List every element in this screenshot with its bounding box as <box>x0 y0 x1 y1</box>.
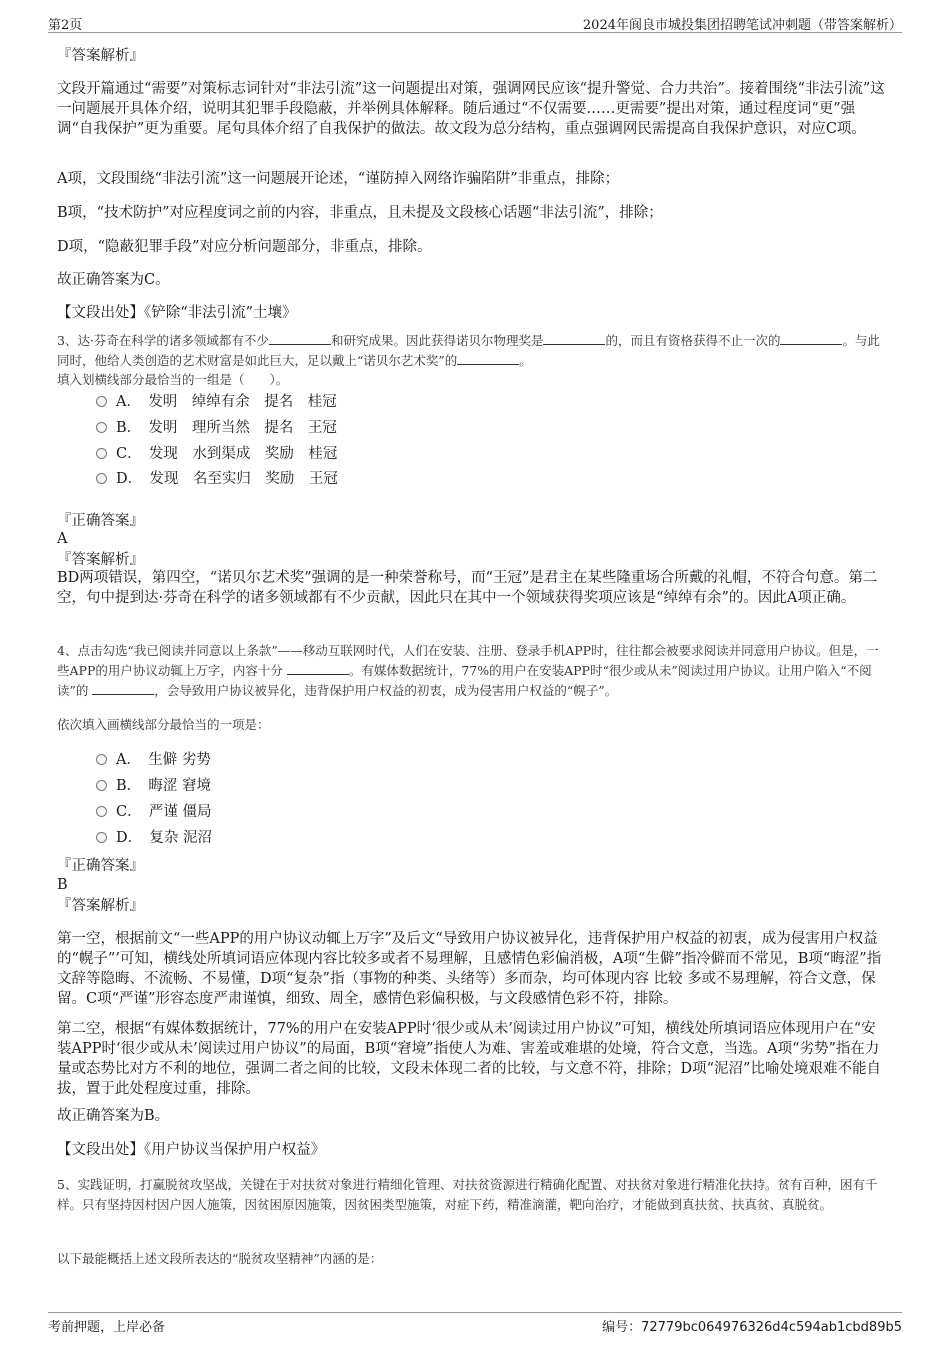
q2-analysis-para4: D项，“隐蔽犯罪手段”对应分析问题部分，非重点，排除。 <box>57 239 432 255</box>
radio-icon[interactable] <box>96 832 107 843</box>
document-code: 编号：72779bc064976326d4c594ab1cbd89b5 <box>602 1320 902 1335</box>
q4-correct-label: 『正确答案』 <box>57 858 144 874</box>
q2-analysis-para3: B项，“技术防护”对应程度词之前的内容，非重点，且未提及文段核心话题“非法引流”，排除； <box>57 205 663 221</box>
page-number: 第2页 <box>48 18 83 33</box>
q5-instruction: 以下最能概括上述文段所表达的“脱贫攻坚精神”内涵的是： <box>57 1251 383 1266</box>
radio-icon[interactable] <box>96 396 107 407</box>
q2-source: 【文段出处】《铲除“非法引流”土壤》 <box>57 305 297 321</box>
q4-analysis-para1: 第一空，根据前文“一些APP的用户协议动辄上万字”及后文“导致用户协议被异化，违背保护用户权益的初衷，成为侵害用户权益的“幌子”’可知，横线处所填词语应体现内容比较多或者不易理解，且感情色彩偏消极，A项“生僻”指冷僻而不常见，B项“晦涩”指文辞等隐晦、不流畅、不易懂，D项“复杂”指（事物的种类、头绪等）多而杂，均可体现内容 比较 多或不易理解，符合文意，保留。C项“严谨”形容态度严肃谨慎，细致、周全，感情色彩偏积极，与文段感情色彩不符，排除。 <box>57 931 882 1007</box>
radio-icon[interactable] <box>96 422 107 433</box>
q2-analysis-para1: 文段开篇通过“需要”对策标志词针对“非法引流”这一问题提出对策，强调网民应该“提升警觉、合力共治”。接着围绕“非法引流”这一问题展开具体介绍，说明其犯罪手段隐蔽，并举例具体解释。随后通过“不仅需要……更需要”提出对策，通过程度词“更”强调“自我保护”更为重要。尾句具体介绍了自我保护的做法。故文段为总分结构，重点强调网民需提高自我保护意识，对应C项。 <box>57 81 885 137</box>
q4-analysis-para2: 第二空，根据“有媒体数据统计，77%的用户在安装APP时‘很少或从未’阅读过用户协议”可知，横线处所填词语应体现用户在“安装APP时‘很少或从未’阅读过用户协议”的局面，B项“窘境”指使人为难、害羞或难堪的处境，符合文意，当选。A项“劣势”指在力量或态势比对方不利的地位，强调二者之间的比较，文段未体现二者的比较，与文意不符，排除；D项“泥沼”比喻处境艰难不能自拔，置于此处程度过重，排除。 <box>57 1021 881 1097</box>
radio-icon[interactable] <box>96 780 107 791</box>
q4-option-a[interactable]: A． 生僻 劣势 <box>96 750 211 770</box>
q4-answer-line: 故正确答案为B。 <box>57 1108 170 1124</box>
page-header <box>48 10 902 33</box>
footer-slogan: 考前押题，上岸必备 <box>48 1320 166 1335</box>
q3-correct-label: 『正确答案』 <box>57 513 144 529</box>
radio-icon[interactable] <box>96 754 107 765</box>
q2-analysis-para2: A项，文段围绕“非法引流”这一问题展开论述，“谨防掉入网络诈骗陷阱”非重点，排除； <box>57 171 620 187</box>
q4-option-b[interactable]: B． 晦涩 窘境 <box>96 776 211 796</box>
q4-instruction: 依次填入画横线部分最恰当的一项是： <box>57 717 270 732</box>
q3-option-b[interactable]: B． 发明 理所当然 提名 王冠 <box>96 418 337 438</box>
q3-analysis-label: 『答案解析』 <box>57 552 144 568</box>
q3-instruction: 填入划横线部分最恰当的一组是（ ）。 <box>57 372 289 387</box>
q4-correct-value: B <box>57 877 68 893</box>
q3-correct-value: A <box>57 531 68 547</box>
radio-icon[interactable] <box>96 448 107 459</box>
q5-stem: 5、实践证明，打赢脱贫攻坚战，关键在于对扶贫对象进行精细化管理、对扶贫资源进行精确化配置、对扶贫对象进行精准化扶持。贫有百种，困有千样。只有坚持因村因户因人施策，因贫困原因施策，因贫困类型施策，对症下药，精准滴灌，靶向治疗，才能做到真扶贫、扶真贫、真脱贫。 <box>57 1177 878 1212</box>
q3-option-c[interactable]: C． 发现 水到渠成 奖励 桂冠 <box>96 444 337 464</box>
q4-stem: 4、点击勾选“我已阅读并同意以上条款”——移动互联网时代，人们在安装、注册、登录手机APP时，往往都会被要求阅读并同意用户协议。但是，一些APP的用户协议动辄上万字，内容十分 。有媒体数据统计，77%的用户在安装APP时“很少或从未”阅读过用户协议。让用户陷入“不阅读”的 ，会导致用户协议被异化，违背保护用户权益的初衷，成为侵害用户权益的“幌子”。 <box>57 643 879 698</box>
q4-analysis-label: 『答案解析』 <box>57 898 144 914</box>
page-footer <box>48 1312 902 1335</box>
q2-answer-line: 故正确答案为C。 <box>57 272 170 288</box>
q4-option-d[interactable]: D． 复杂 泥沼 <box>96 828 212 848</box>
q3-stem: 3、达·芬奇在科学的诸多领域都有不少 和研究成果。因此获得诺贝尔物理奖是 的，而且有资格获得不止一次的 。与此同时，他给人类创造的艺术财富是如此巨大，足以戴上“诺贝尔艺术奖”的 。 <box>57 333 880 368</box>
q3-analysis: BD两项错误，第四空，“诺贝尔艺术奖”强调的是一种荣誉称号，而“王冠”是君主在某些隆重场合所戴的礼帽，不符合句意。第二空，句中提到达·芬奇在科学的诸多领域都有不少贡献，因此只在其中一个领域获得奖项应该是“绰绰有余”的。因此A项正确。 <box>57 570 878 606</box>
q4-option-c[interactable]: C． 严谨 僵局 <box>96 802 211 822</box>
q3-option-d[interactable]: D． 发现 名至实归 奖励 王冠 <box>96 469 338 489</box>
radio-icon[interactable] <box>96 806 107 817</box>
document-title: 2024年阆良市城投集团招聘笔试冲刺题（带答案解析） <box>582 18 902 33</box>
q4-source: 【文段出处】《用户协议当保护用户权益》 <box>57 1142 326 1158</box>
q3-option-a[interactable]: A． 发明 绰绰有余 提名 桂冠 <box>96 392 337 412</box>
radio-icon[interactable] <box>96 473 107 484</box>
q2-analysis-label: 『答案解析』 <box>57 48 144 64</box>
